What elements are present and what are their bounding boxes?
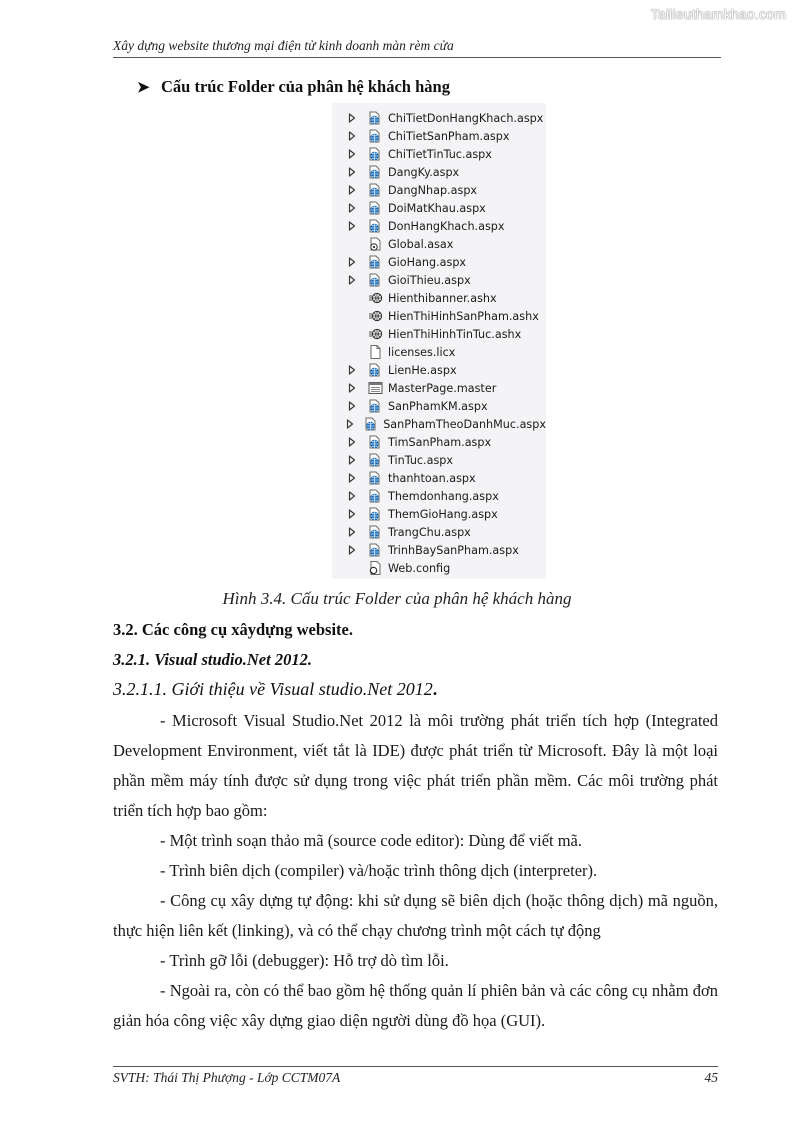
paragraph-ide-intro: - Microsoft Visual Studio.Net 2012 là môi trường phát triển tích hợp (Integrated Development Environment, viết tắt là IDE) được phát triển từ Microsoft. Đây là một loại phần mềm máy tính được sử dụng trong việc phát triển phần mềm. Các môi trường phát triển tích hợp bao gồm:	[113, 711, 718, 820]
expand-arrow-icon[interactable]	[345, 185, 359, 195]
tree-item[interactable]	[332, 433, 546, 451]
section-heading-3-2-1: 3.2.1. Visual studio.Net 2012.	[113, 650, 312, 669]
expand-arrow-icon[interactable]	[345, 149, 359, 159]
expand-arrow-icon[interactable]	[345, 275, 359, 285]
tree-item[interactable]	[332, 289, 546, 307]
tree-item[interactable]	[332, 541, 546, 559]
tree-item-label: TimSanPham.aspx	[388, 435, 492, 449]
expand-arrow-icon[interactable]	[345, 419, 355, 429]
tree-item-label: DangNhap.aspx	[388, 183, 478, 197]
expand-arrow-icon[interactable]	[345, 221, 359, 231]
tree-item[interactable]	[332, 199, 546, 217]
page-footer	[113, 1066, 718, 1086]
tree-item[interactable]	[332, 451, 546, 469]
expand-arrow-icon[interactable]	[345, 131, 359, 141]
tree-item-label: MasterPage.master	[388, 381, 497, 395]
aspx-page-icon	[368, 147, 384, 161]
tree-item[interactable]	[332, 145, 546, 163]
ashx-handler-icon	[368, 327, 384, 341]
aspx-page-icon	[368, 219, 384, 233]
tree-item-label: Global.asax	[388, 237, 454, 251]
tree-item[interactable]	[332, 253, 546, 271]
section-heading-3-2: 3.2. Các công cụ xâydựng website.	[113, 620, 353, 639]
aspx-page-icon	[368, 453, 384, 467]
aspx-page-icon	[368, 471, 384, 485]
aspx-page-icon	[368, 255, 384, 269]
heading-3-2-1-1-period: .	[432, 679, 438, 699]
expand-arrow-icon[interactable]	[345, 401, 359, 411]
tree-item-label: Themdonhang.aspx	[388, 489, 499, 503]
aspx-page-icon	[364, 417, 379, 431]
tree-item[interactable]	[332, 505, 546, 523]
tree-item[interactable]	[332, 361, 546, 379]
tree-item[interactable]	[332, 343, 546, 361]
tree-item[interactable]	[332, 415, 546, 433]
ashx-handler-icon	[368, 291, 384, 305]
page-number: 45	[704, 1070, 718, 1085]
aspx-page-icon	[368, 507, 384, 521]
expand-arrow-icon[interactable]	[345, 113, 359, 123]
body-text	[113, 706, 718, 1036]
global-asax-icon	[368, 237, 384, 251]
tree-item-label: TrangChu.aspx	[388, 525, 471, 539]
section-bullet-text: Cấu trúc Folder của phân hệ khách hàng	[161, 77, 450, 96]
solution-explorer-file-tree	[332, 103, 546, 579]
tree-item-label: ChiTietDonHangKhach.aspx	[388, 111, 544, 125]
tree-item[interactable]	[332, 217, 546, 235]
tree-item[interactable]	[332, 559, 546, 577]
section-bullet	[137, 77, 450, 97]
aspx-page-icon	[368, 129, 384, 143]
tree-item[interactable]	[332, 307, 546, 325]
arrow-bullet-icon: ➤	[137, 80, 150, 96]
master-page-icon	[368, 381, 384, 395]
aspx-page-icon	[368, 363, 384, 377]
tree-item[interactable]	[332, 163, 546, 181]
running-header: Xây dựng website thương mại điện tử kinh doanh màn rèm cửa	[113, 38, 721, 58]
expand-arrow-icon[interactable]	[345, 167, 359, 177]
aspx-page-icon	[368, 435, 384, 449]
tree-item-label: TinTuc.aspx	[388, 453, 454, 467]
tree-item-label: HienThiHinhSanPham.ashx	[388, 309, 539, 323]
tree-item-label: ChiTietTinTuc.aspx	[388, 147, 492, 161]
paragraph-build-tools: - Công cụ xây dựng tự động: khi sử dụng sẽ biên dịch (hoặc thông dịch) mã nguồn, thực hiện liên kết (linking), và có thể chạy chương trình một cách tự động	[113, 891, 718, 940]
expand-arrow-icon[interactable]	[345, 491, 359, 501]
text-file-icon	[368, 345, 384, 359]
tree-item[interactable]	[332, 235, 546, 253]
tree-item-label: GioiThieu.aspx	[388, 273, 471, 287]
aspx-page-icon	[368, 183, 384, 197]
expand-arrow-icon[interactable]	[345, 509, 359, 519]
tree-item-label: LienHe.aspx	[388, 363, 457, 377]
ashx-handler-icon	[368, 309, 384, 323]
tree-item[interactable]	[332, 469, 546, 487]
expand-arrow-icon[interactable]	[345, 203, 359, 213]
tree-item[interactable]	[332, 379, 546, 397]
tree-item-label: licenses.licx	[388, 345, 456, 359]
heading-3-2-1-1-text: 3.2.1.1. Giới thiệu về Visual studio.Net 2012	[113, 679, 433, 699]
tree-item-label: Hienthibanner.ashx	[388, 291, 497, 305]
expand-arrow-icon[interactable]	[345, 545, 359, 555]
expand-arrow-icon[interactable]	[345, 365, 359, 375]
expand-arrow-icon[interactable]	[345, 527, 359, 537]
tree-item-label: Web.config	[388, 561, 451, 575]
section-heading-3-2-1-1	[113, 679, 437, 700]
tree-item-label: SanPhamTheoDanhMuc.aspx	[383, 417, 546, 431]
aspx-page-icon	[368, 273, 384, 287]
tree-item[interactable]	[332, 109, 546, 127]
tree-item-label: GioHang.aspx	[388, 255, 467, 269]
tree-item-label: SanPhamKM.aspx	[388, 399, 488, 413]
tree-item-label: DangKy.aspx	[388, 165, 460, 179]
paragraph-editor: - Một trình soạn thảo mã (source code editor): Dùng để viết mã.	[160, 831, 583, 850]
figure-caption: Hình 3.4. Cấu trúc Folder của phân hệ khách hàng	[222, 589, 572, 608]
expand-arrow-icon[interactable]	[345, 257, 359, 267]
tree-item-label: ThemGioHang.aspx	[388, 507, 498, 521]
expand-arrow-icon[interactable]	[345, 473, 359, 483]
paragraph-version-control: - Ngoài ra, còn có thể bao gồm hệ thống quản lí phiên bản và các công cụ nhằm đơn giản hóa công việc xây dựng giao diện người dùng đồ họa (GUI).	[113, 981, 718, 1030]
expand-arrow-icon[interactable]	[345, 437, 359, 447]
tree-item-label: thanhtoan.aspx	[388, 471, 476, 485]
tree-item[interactable]	[332, 397, 546, 415]
aspx-page-icon	[368, 399, 384, 413]
aspx-page-icon	[368, 111, 384, 125]
tree-item[interactable]	[332, 523, 546, 541]
tree-item-label: ChiTietSanPham.aspx	[388, 129, 510, 143]
aspx-page-icon	[368, 165, 384, 179]
expand-arrow-icon[interactable]	[345, 455, 359, 465]
tree-item-label: HienThiHinhTinTuc.ashx	[388, 327, 522, 341]
tree-item[interactable]	[332, 127, 546, 145]
tree-item-label: DoiMatKhau.aspx	[388, 201, 486, 215]
tree-item-label: TrinhBaySanPham.aspx	[388, 543, 519, 557]
tree-item-label: DonHangKhach.aspx	[388, 219, 505, 233]
aspx-page-icon	[368, 489, 384, 503]
tree-item[interactable]	[332, 181, 546, 199]
tree-item[interactable]	[332, 325, 546, 343]
watermark: Tailieuthamkhao.com	[650, 6, 786, 22]
paragraph-compiler: - Trình biên dịch (compiler) và/hoặc trình thông dịch (interpreter).	[160, 861, 598, 880]
aspx-page-icon	[368, 201, 384, 215]
config-file-icon	[368, 561, 384, 575]
expand-arrow-icon[interactable]	[345, 383, 359, 393]
paragraph-debugger: - Trình gỡ lỗi (debugger): Hỗ trợ dò tìm lỗi.	[160, 951, 449, 970]
aspx-page-icon	[368, 525, 384, 539]
tree-item[interactable]	[332, 487, 546, 505]
tree-item[interactable]	[332, 271, 546, 289]
aspx-page-icon	[368, 543, 384, 557]
footer-author: SVTH: Thái Thị Phượng - Lớp CCTM07A	[113, 1070, 341, 1085]
